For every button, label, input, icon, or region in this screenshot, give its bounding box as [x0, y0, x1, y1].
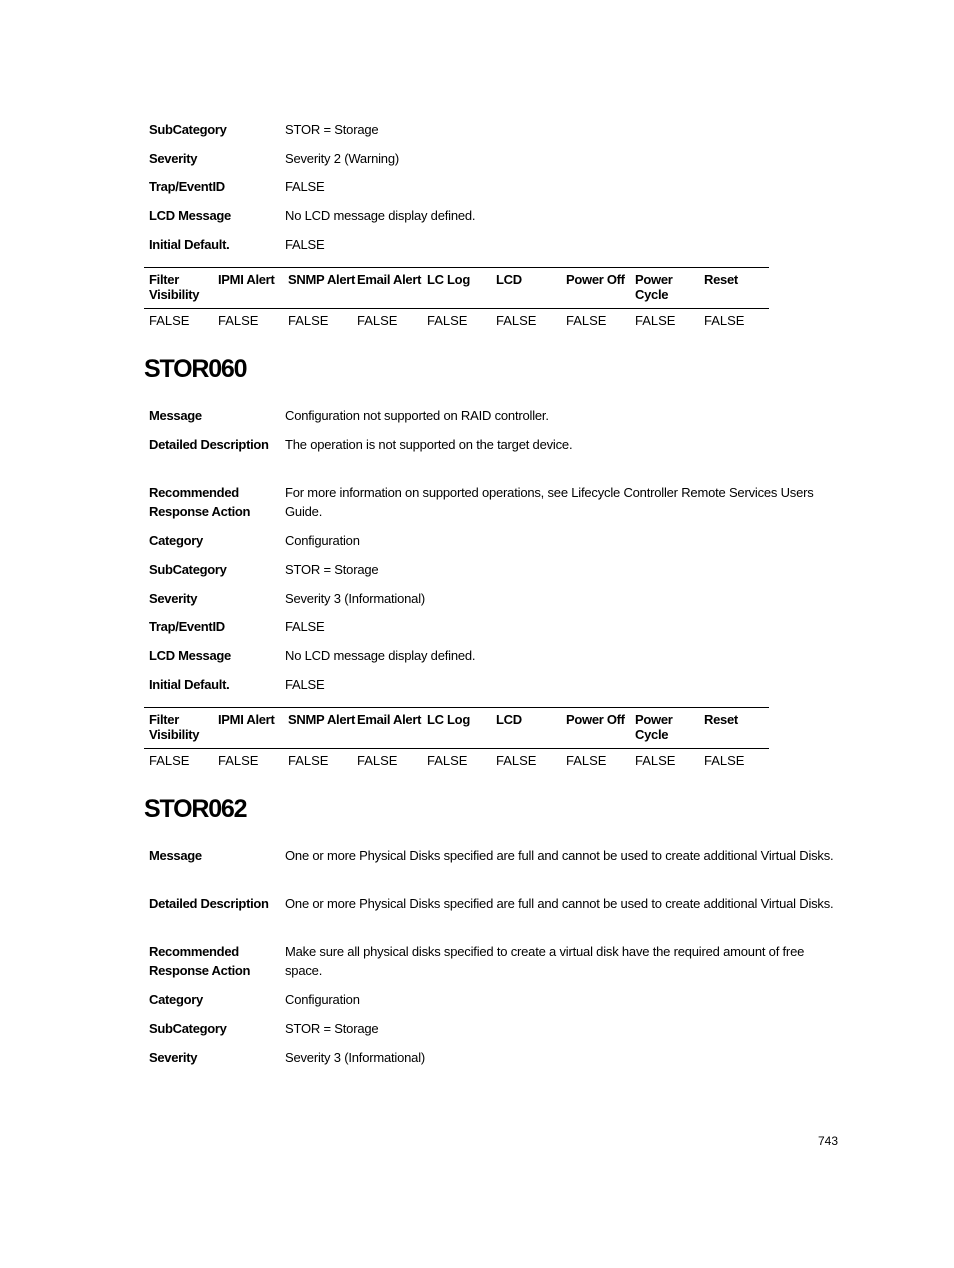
flags-value-cell: FALSE — [218, 313, 259, 328]
flags-header-cell: Email Alert — [357, 272, 422, 287]
field-label: Message — [149, 408, 202, 423]
field-value: FALSE — [285, 179, 325, 194]
flags-value-cell: FALSE — [357, 753, 398, 768]
flags-header-cell: Filter Visibility — [149, 712, 200, 742]
field-label: LCD Message — [149, 648, 231, 663]
flags-value-cell: FALSE — [635, 753, 676, 768]
field-label: Severity — [149, 151, 198, 166]
flags-value-cell: FALSE — [635, 313, 676, 328]
field-value: STOR = Storage — [285, 122, 379, 137]
field-label: SubCategory — [149, 122, 227, 137]
flags-header-cell: Power Off — [566, 272, 625, 287]
flags-value-cell: FALSE — [149, 313, 190, 328]
field-value: Configuration not supported on RAID controller. — [285, 408, 549, 423]
flags-value-cell: FALSE — [496, 753, 537, 768]
flags-value-cell: FALSE — [427, 753, 468, 768]
field-value: STOR = Storage — [285, 562, 379, 577]
field-value: Make sure all physical disks specified to create a virtual disk have the required amount of free space. — [285, 944, 805, 978]
flags-header-cell: Power Off — [566, 712, 625, 727]
flags-value-cell: FALSE — [288, 313, 329, 328]
field-label: Detailed Description — [149, 437, 269, 452]
flags-header-cell: SNMP Alert — [288, 712, 356, 727]
field-value: Severity 2 (Warning) — [285, 151, 399, 166]
field-value: For more information on supported operations, see Lifecycle Controller Remote Services Users Guide. — [285, 485, 814, 519]
field-label: Category — [149, 533, 203, 548]
field-label: Recommended Response Action — [149, 944, 251, 978]
field-label: SubCategory — [149, 1021, 227, 1036]
section-heading: STOR062 — [144, 795, 247, 823]
field-label: Initial Default. — [149, 677, 230, 692]
field-label: Detailed Description — [149, 896, 269, 911]
field-label: Trap/EventID — [149, 619, 225, 634]
flags-value-cell: FALSE — [427, 313, 468, 328]
flags-value-cell: FALSE — [149, 753, 190, 768]
field-value: One or more Physical Disks specified are full and cannot be used to create additional Virtual Disks. — [285, 848, 834, 863]
flags-header-cell: LC Log — [427, 272, 470, 287]
field-label: SubCategory — [149, 562, 227, 577]
flags-header-cell: Power Cycle — [635, 272, 673, 302]
page-number: 743 — [818, 1134, 839, 1148]
field-label: Initial Default. — [149, 237, 230, 252]
field-value: FALSE — [285, 677, 325, 692]
field-label: Recommended Response Action — [149, 485, 251, 519]
flags-header-cell: Reset — [704, 272, 738, 287]
flags-value-cell: FALSE — [496, 313, 537, 328]
flags-header-cell: Filter Visibility — [149, 272, 200, 302]
flags-value-cell: FALSE — [566, 753, 607, 768]
field-value: One or more Physical Disks specified are full and cannot be used to create additional Virtual Disks. — [285, 896, 834, 911]
flags-header-cell: LCD — [496, 712, 522, 727]
field-label: Severity — [149, 591, 198, 606]
flags-header-cell: LCD — [496, 272, 522, 287]
flags-header-cell: Email Alert — [357, 712, 422, 727]
field-label: Trap/EventID — [149, 179, 225, 194]
field-value: STOR = Storage — [285, 1021, 379, 1036]
flags-header-cell: SNMP Alert — [288, 272, 356, 287]
flags-value-cell: FALSE — [566, 313, 607, 328]
flags-value-cell: FALSE — [357, 313, 398, 328]
field-label: LCD Message — [149, 208, 231, 223]
field-value: Severity 3 (Informational) — [285, 1050, 426, 1065]
flags-header-cell: LC Log — [427, 712, 470, 727]
flags-value-cell: FALSE — [288, 753, 329, 768]
field-value: The operation is not supported on the target device. — [285, 437, 573, 452]
field-label: Category — [149, 992, 203, 1007]
flags-header-cell: IPMI Alert — [218, 272, 275, 287]
flags-value-cell: FALSE — [218, 753, 259, 768]
field-value: FALSE — [285, 237, 325, 252]
flags-header-cell: Reset — [704, 712, 738, 727]
field-value: Severity 3 (Informational) — [285, 591, 426, 606]
flags-header-cell: Power Cycle — [635, 712, 673, 742]
flags-header-cell: IPMI Alert — [218, 712, 275, 727]
field-value: Configuration — [285, 992, 360, 1007]
field-label: Severity — [149, 1050, 198, 1065]
flags-value-cell: FALSE — [704, 753, 745, 768]
field-label: Message — [149, 848, 202, 863]
flags-value-cell: FALSE — [704, 313, 745, 328]
field-value: No LCD message display defined. — [285, 208, 476, 223]
field-value: No LCD message display defined. — [285, 648, 476, 663]
field-value: Configuration — [285, 533, 360, 548]
field-value: FALSE — [285, 619, 325, 634]
section-heading: STOR060 — [144, 355, 247, 383]
